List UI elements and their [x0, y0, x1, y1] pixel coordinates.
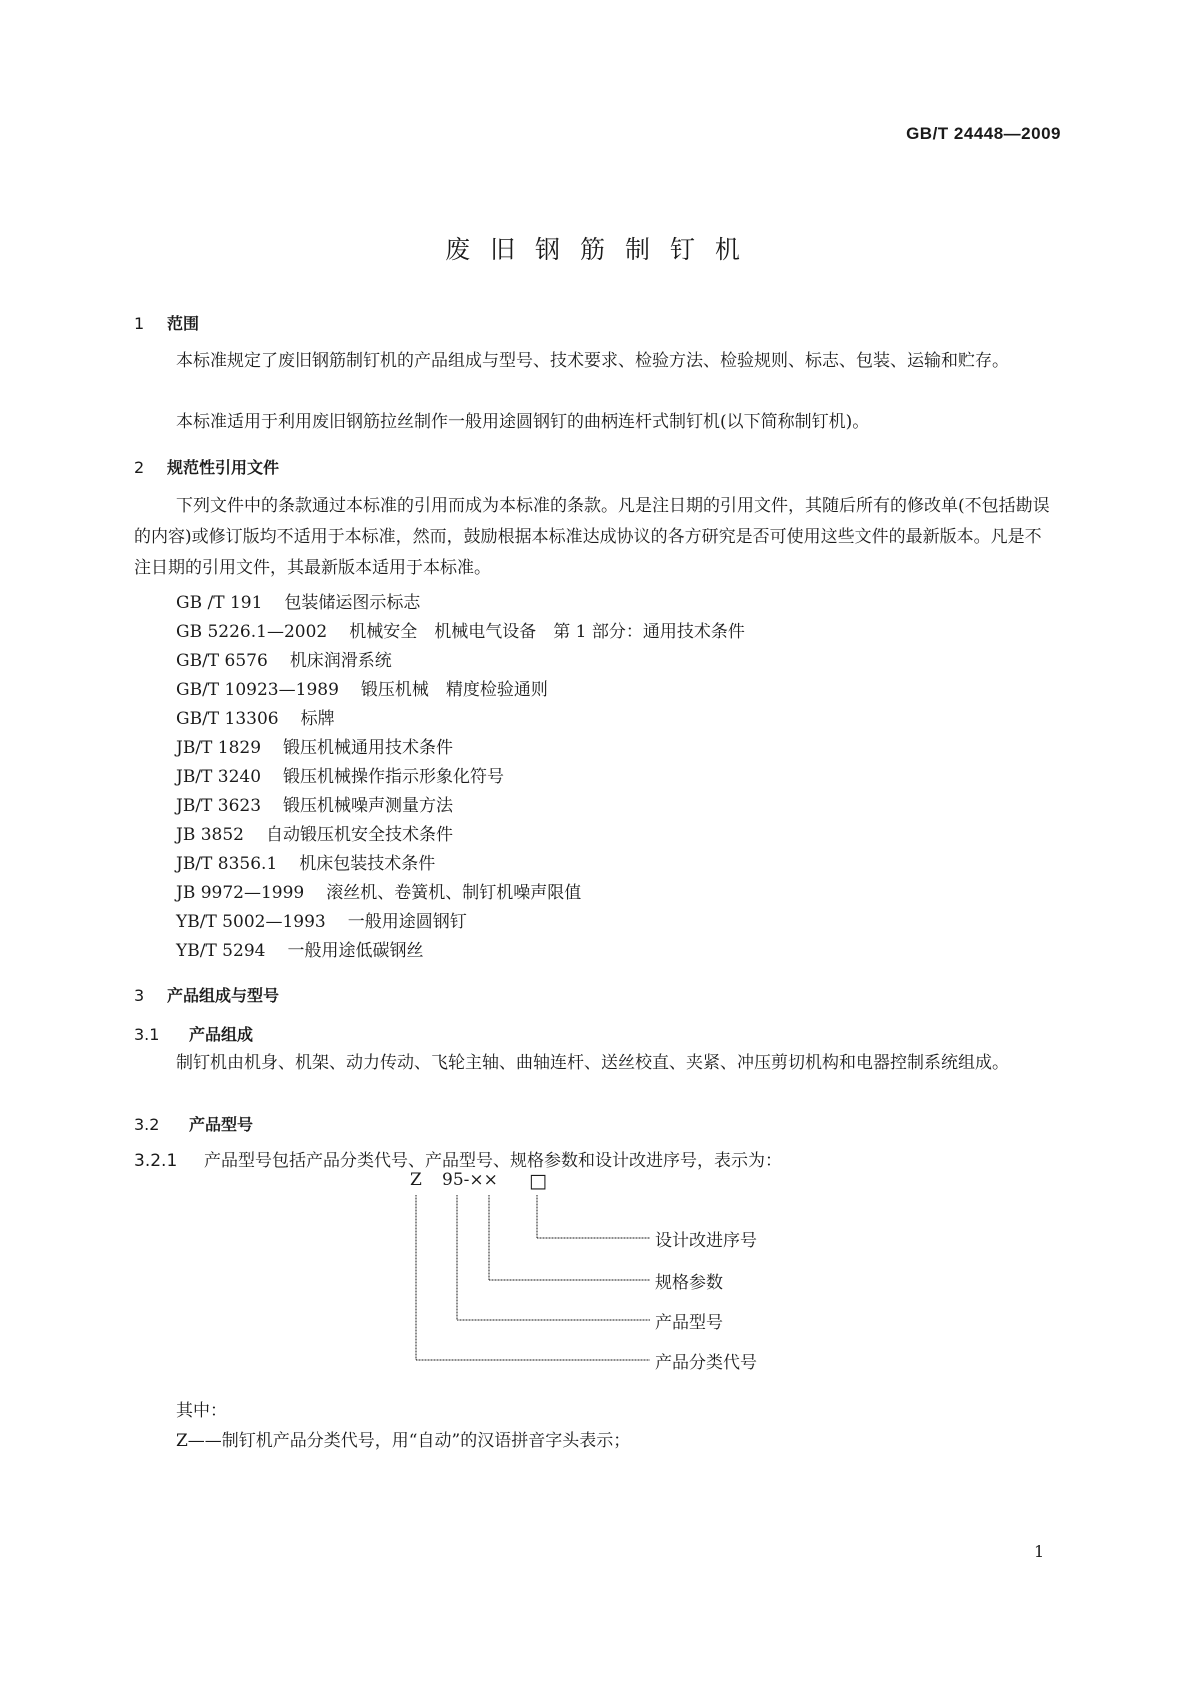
section-2-intro: 下列文件中的条款通过本标准的引用而成为本标准的条款。凡是注日期的引用文件，其随后所有的修改单(不包括勘误的内容)或修订版均不适用于本标准，然而，鼓励根据本标准达成协议的各方研究是否可使用这些文件的最新版本。凡是不注日期的引用文件，其最新版本适用于本标准。: [134, 496, 1050, 578]
reference-title: 一般用途圆钢钉: [347, 912, 467, 932]
subsection-title: 产品组成: [189, 1025, 254, 1044]
reference-title: 自动锻压机安全技术条件: [265, 825, 453, 845]
diagram-label-product-category: 产品分类代号: [655, 1353, 757, 1373]
page-number: 1: [1034, 1542, 1045, 1561]
reference-code: GB 5226.1—2002: [176, 622, 328, 642]
model-prefix: Z: [410, 1170, 422, 1190]
subsection-number: 3.1: [134, 1025, 160, 1044]
reference-code: JB/T 3240: [176, 767, 262, 787]
reference-code: JB 9972—1999: [176, 883, 305, 903]
section-title: 规范性引用文件: [167, 458, 280, 477]
section-number: 2: [134, 458, 145, 477]
reference-title: 机械安全 机械电气设备 第 1 部分：通用技术条件: [349, 622, 745, 642]
reference-title: 一般用途低碳钢丝: [287, 941, 424, 961]
reference-title: 包装储运图示标志: [284, 593, 421, 613]
reference-title: 机床包装技术条件: [299, 854, 436, 874]
subsection-3-1-text: 制钉机由机身、机架、动力传动、飞轮主轴、曲轴连杆、送丝校直、夹紧、冲压剪切机构和电器控制系统组成。: [176, 1053, 1009, 1073]
where-label: 其中：: [176, 1401, 227, 1421]
reference-code: JB/T 1829: [176, 738, 262, 758]
section-1-paragraph-2: 本标准适用于利用废旧钢筋拉丝制作一般用途圆钢钉的曲柄连杆式制钉机(以下简称制钉机)。: [176, 412, 870, 432]
clause-text: 产品型号包括产品分类代号、产品型号、规格参数和设计改进序号，表示为：: [204, 1151, 782, 1171]
subsection-number: 3.2: [134, 1115, 160, 1134]
section-number: 3: [134, 986, 145, 1005]
model-series: 95-××: [442, 1170, 498, 1190]
reference-code: YB/T 5002—1993: [176, 912, 326, 932]
reference-code: YB/T 5294: [176, 941, 266, 961]
standard-number: GB/T 24448—2009: [906, 124, 1061, 143]
document-title: 废 旧 钢 筋 制 钉 机: [445, 235, 746, 264]
reference-title: 机床润滑系统: [289, 651, 392, 671]
reference-code: GB/T 13306: [176, 709, 279, 729]
reference-code: GB/T 10923—1989: [176, 680, 339, 700]
z-explanation: Z——制钉机产品分类代号，用“自动”的汉语拼音字头表示；: [176, 1431, 631, 1451]
reference-title: 锻压机械噪声测量方法: [283, 796, 454, 816]
section-1-paragraph-1: 本标准规定了废旧钢筋制钉机的产品组成与型号、技术要求、检验方法、检验规则、标志、包装、运输和贮存。: [176, 351, 1009, 371]
section-title: 范围: [167, 314, 200, 333]
reference-title: 锻压机械操作指示形象化符号: [283, 767, 505, 787]
section-title: 产品组成与型号: [167, 986, 280, 1005]
reference-code: GB /T 191: [176, 593, 263, 613]
diagram-label-design-sequence: 设计改进序号: [655, 1231, 757, 1251]
reference-code: JB 3852: [176, 825, 244, 845]
section-number: 1: [134, 314, 145, 333]
reference-title: 锻压机械通用技术条件: [283, 738, 454, 758]
clause-number: 3.2.1: [134, 1151, 178, 1171]
model-box: □: [529, 1170, 547, 1192]
diagram-label-product-model: 产品型号: [655, 1313, 723, 1333]
reference-title: 标牌: [300, 709, 335, 729]
subsection-title: 产品型号: [189, 1115, 254, 1134]
reference-code: JB/T 3623: [176, 796, 262, 816]
reference-code: GB/T 6576: [176, 651, 268, 671]
reference-title: 滚丝机、卷簧机、制钉机噪声限值: [326, 883, 582, 903]
reference-code: JB/T 8356.1: [176, 854, 278, 874]
reference-title: 锻压机械 精度检验通则: [360, 680, 548, 700]
diagram-label-spec-parameters: 规格参数: [655, 1273, 723, 1293]
